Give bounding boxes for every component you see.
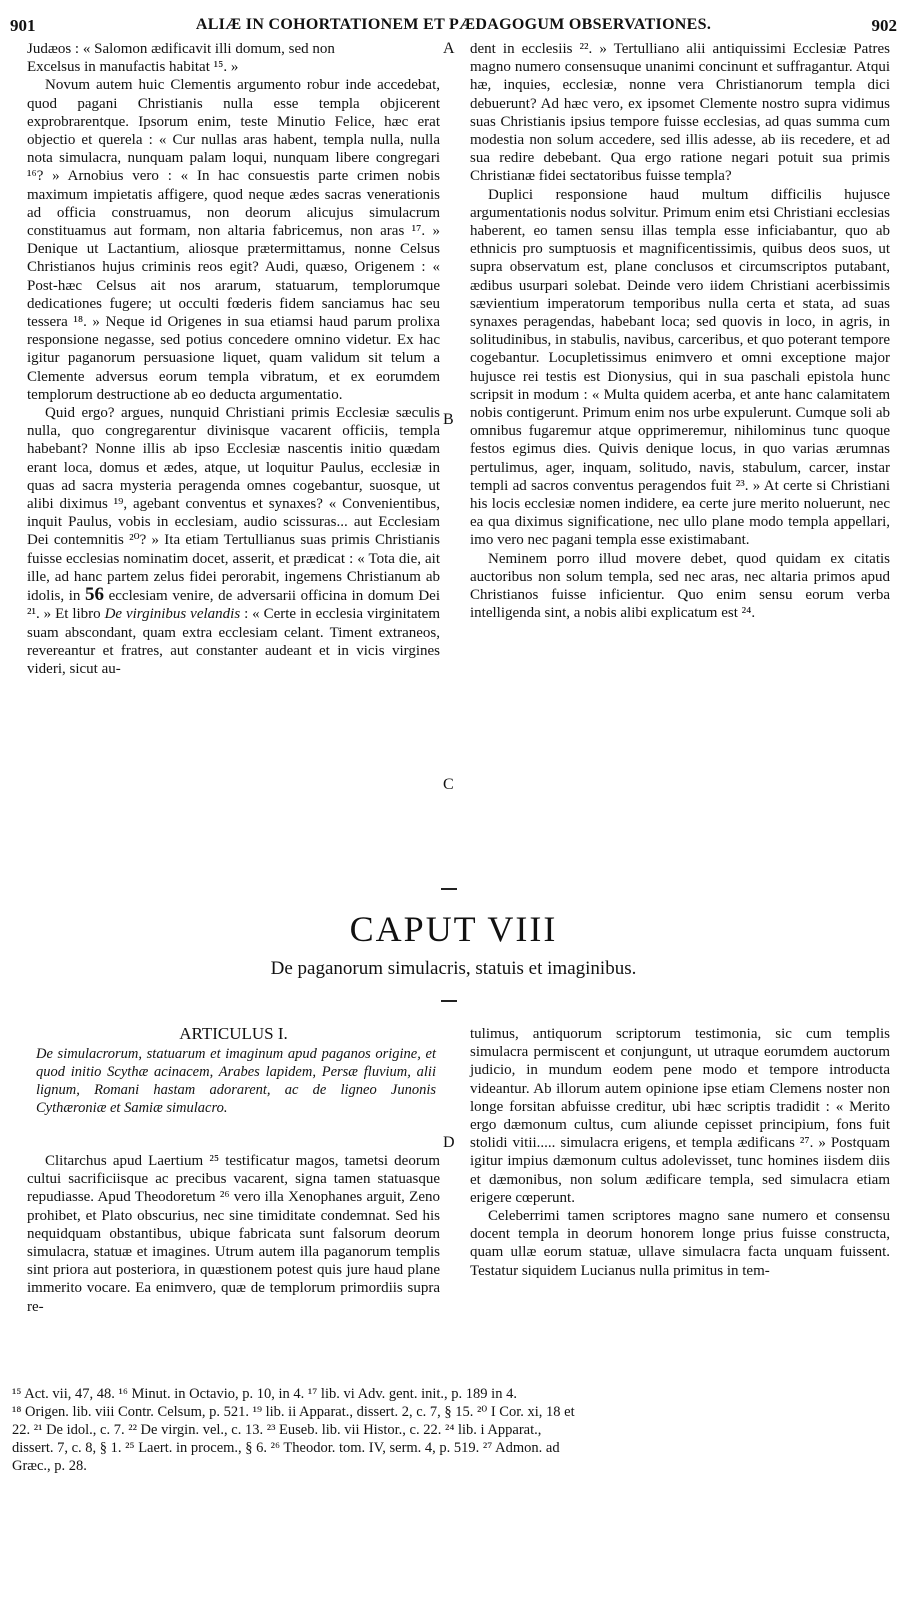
paragraph: tulimus, antiquorum scriptorum testimonia, sic cum templis simulacra permiscent et conjungunt, ut utraque eorumdem auctorum judicio, in mundum eodem pene modo et tempore introducta videantur. Ab illorum autem opinione ipse etiam Clemens noster non longe forsitan abfuisse creditur, ubi hæc scriptis tradidit : « Merito ergo dæmonum cultus, cum aliunde cepisset principium, fons fuit stolidi vitii..... simulacra erigens, et templa ædificans ²⁷. » Postquam igitur impius dæmonum cultus adolevisset, tunc homines iisdem diis et dæmonibus, non solum ædificare templa, sed simulacra etiam erigere cœperunt.	[470, 1026, 890, 1206]
article-summary: De simulacrorum, statuarum et imaginum apud paganos origine, et quod initio Scythæ acinacem, Arabes lapidem, Persæ fluvium, alii lignum, Romani hastam adorarent, ac de ligneo Junonis Cythæroniæ et Samiæ simulacro.	[36, 1046, 436, 1116]
text-run: ecclesiam venire, de adversarii officina in domum Dei ²¹. » Et libro	[27, 588, 441, 623]
page-number-right: 902	[871, 16, 897, 35]
article-heading: ARTICULUS I.	[179, 1024, 288, 1043]
chapter-subtitle: De paganorum simulacris, statuis et imaginibus.	[270, 958, 637, 979]
margin-marker-a: A	[443, 40, 455, 57]
section-rule	[441, 888, 457, 890]
footnote-line: Græc., p. 28.	[12, 1458, 87, 1474]
footnote-line: 22. ²¹ De idol., c. 7. ²² De virgin. vel., c. 13. ²³ Euseb. lib. vii Histor., c. 22. ²⁴ lib. i Apparat.,	[12, 1422, 542, 1438]
footnote-line: ¹⁸ Origen. lib. viii Contr. Celsum, p. 521. ¹⁹ lib. ii Apparat., dissert. 2, c. 7, § 15. ²⁰ I Cor. xi, 18 et	[12, 1404, 575, 1420]
footnotes	[12, 1385, 892, 1475]
page-number-left: 901	[10, 16, 36, 35]
running-title: ALIÆ IN COHORTATIONEM ET PÆDAGOGUM OBSERVATIONES.	[195, 16, 712, 33]
paragraph: Excelsus in manufactis habitat ¹⁵. »	[27, 59, 239, 76]
bottom-right-column	[470, 1025, 890, 1280]
margin-marker-b: B	[443, 411, 454, 428]
paragraph: Judæos : « Salomon ædificavit illi domum, sed non	[27, 41, 335, 57]
margin-marker-c: C	[443, 776, 454, 793]
paragraph: Novum autem huic Clementis argumento robur inde accedebat, quod pagani Christianis nulla esse templa objicerent exprobrarentque. Ipsorum enim, teste Minutio Felice, hæc erat objectio et querela : « Cur nullas aras habent, templa nulla, nulla nota simulacra, nunquam palam loqui, nunquam libere congregari ¹⁶? » Arnobius vero : « In hac consuestis parte crimen nobis maximum impietatis affigere, quod neque ædes sacras venerationis ad officia construamus, non deorum alicujus simulacrum constituamus aut formam, non altaria fabricemus, non aras ¹⁷. » Denique ut Lactantium, aliosque prætermittamus, nonne Celsus Christianos hujus criminis reos egit? Audi, quæso, Origenem : « Post-hæc Celsus ait nos ararum, statuarum, templorumque dedicationes fugere; ut occulti fœderis fidem sanciamus hac seu tessera ¹⁸. » Neque id Origenes in sua etiamsi haud parum prolixa responsione negasse, sed potius concedere omnino videtur. Ex hac igitur paganorum persuasione liquet, quam validum sit telum a Clemente adversus eorum templa vibratum, et ex eorumdem templorum destructione ab eo deducta argumentatio.	[27, 77, 440, 403]
text-run: : « Certe in ecclesia virginitatem suam abscondant, quam extra ecclesiam celant. Timent extraneos, revereantur et fratres, aut constanter audeant et in vicis virgines videri, sicut au-	[27, 606, 441, 677]
top-right-column	[470, 40, 890, 623]
paragraph	[27, 404, 440, 678]
paragraph: Celeberrimi tamen scriptores magno sane numero et consensu docent templa in deorum honorem longe prius fuisse constructa, quam ullæ eorum statuæ, ullave simulacra facta unquam fuissent. Testatur siquidem Lucianus nulla primitus in tem-	[470, 1208, 890, 1279]
paragraph: dent in ecclesiis ²². » Tertulliano alii antiquissimi Ecclesiæ Patres magno numero consensuque unanimi concinunt et suffragantur. Atqui hæ, inquies, ecclesiæ, nonne vera Christianorum templa dici debuerunt? Ad hæc vero, ex ipsomet Clemente nostro supra vidimus suas Christianis ipsius tempore fuisse ecclesias, ad quas summa cum modestia non solum accedere, sed illis adesse, ab iis recedere, et ad sua redire debebant. Qua ergo ratione negari potuit sua primis Christianæ fidei sectatoribus fuisse templa?	[470, 41, 890, 185]
text-run-italic: De virginibus velandis	[104, 606, 241, 623]
paragraph: Clitarchus apud Laertium ²⁵ testificatur magos, tametsi deorum cultui sacrificiisque ac precibus vacarent, signa tamen statuasque repudiasse. Apud Theodoretum ²⁶ vero illa Xenophanes arguit, Zeno prohibet, et Plato obscurius, nec sine timiditate condemnat. Sed his nequidquam obstantibus, ubique fabricata sunt falsorum deorum simulacra, statuæ et imagines. Utrum autem illa paganorum templis sint priora aut posteriora, in quæstionem potest quis jure haud plane immerito vocare. Ea enimvero, quæ de templorum primordiis supra re-	[27, 1153, 440, 1315]
text-run: Quid ergo? argues, nunquid Christiani primis Ecclesiæ sæculis nulla, quo congregarentur divinisque vacarent officiis, templa habebant? Nonne illis ab ipso Ecclesiæ nascentis initio quædam erant loca, domus et ædes, atque, ut loquitur Paulus, ecclesiæ in quas ad sacra mysteria peragenda omnes cogebantur, suosque, ut alibi diximus ¹⁹, agebant conventus et synaxes? « Convenientibus, inquit Paulus, vobis in ecclesiam, audio scissuras... aut Ecclesiam Dei contemnitis ²⁰? » Ita etiam Tertullianus suas primis Christianis fuisse ecclesias nominatim docet, asserit, et prædicat : « Tota die, ait ille, ad hanc partem zelus fidei perorabit, ingemens Christianum ab idolis, in	[27, 405, 440, 605]
top-left-column	[27, 40, 440, 678]
margin-marker-d: D	[443, 1134, 455, 1151]
footnote-line: dissert. 7, c. 8, § 1. ²⁵ Laert. in procem., § 6. ²⁶ Theodor. tom. IV, serm. 4, p. 519. ²⁷ Admon. ad	[12, 1440, 560, 1456]
page-header	[10, 8, 897, 38]
bottom-left-column	[27, 1152, 440, 1316]
paragraph: Duplici responsione haud multum difficilis hujusce argumentationis nodus solvitur. Primum enim etsi Christiani ecclesias haberent, eo tamen sensu illas templa esse inficiabantur, quo ab ethnicis pro sumptuosis et magnificentissimis, quibus deos suos, ut supra observatum est, plane conclusos et circumscriptos putabant, ædibus usurpari solebat. Deinde vero iidem Christiani acerbissimis sævientium imperatorum temporibus nulla certa et stata, ad suas synaxes peragendas, habebant loca; sed quovis in loco, in agris, in solitudinibus, in stabulis, navibus, carceribus, et quo poterant tempore cogebantur. Locupletissimus enimvero et omni exceptione major hujusce rei testis est Dionysius, qui in sua paschali epistola hunc scripsit in modum : « Multa quidem acerba, et ante hanc calamitatem nobis contigerunt. Primum enim nos urbe expulerunt. Cumque soli ab omnibus fugaremur atque opprimeremur, nihilominus tunc quoque festos egimus dies. Quivis denique locus, in quo varias ærumnas pertulimus, ager, inquam, solitudo, navis, stabulum, carcer, instar templi ad sacros conventus peragendos fuit ²³. » At certe si Christiani his locis ecclesiæ nomen indidere, ea certe jure merito noluerunt, nec ea qua diximus significatione, nec ullo plane modo templa appellari, imo vero nec pagani templa esse existimabant.	[470, 186, 890, 549]
section-rule	[441, 1000, 457, 1002]
footnote-line: ¹⁵ Act. vii, 47, 48. ¹⁶ Minut. in Octavio, p. 10, in 4. ¹⁷ lib. vi Adv. gent. init., p. 189 in 4.	[12, 1386, 517, 1402]
inline-page-number: 56	[84, 584, 104, 606]
paragraph: Neminem porro illud movere debet, quod quidam ex citatis auctoribus non solum templa, sed nec aras, nec altaria primos apud Christianos fuisse inficientur. Quo enim sensu eorum verba intelligenda sint, a nobis alibi explicatum est ²⁴.	[470, 550, 890, 622]
chapter-title: CAPUT VIII	[349, 909, 558, 949]
